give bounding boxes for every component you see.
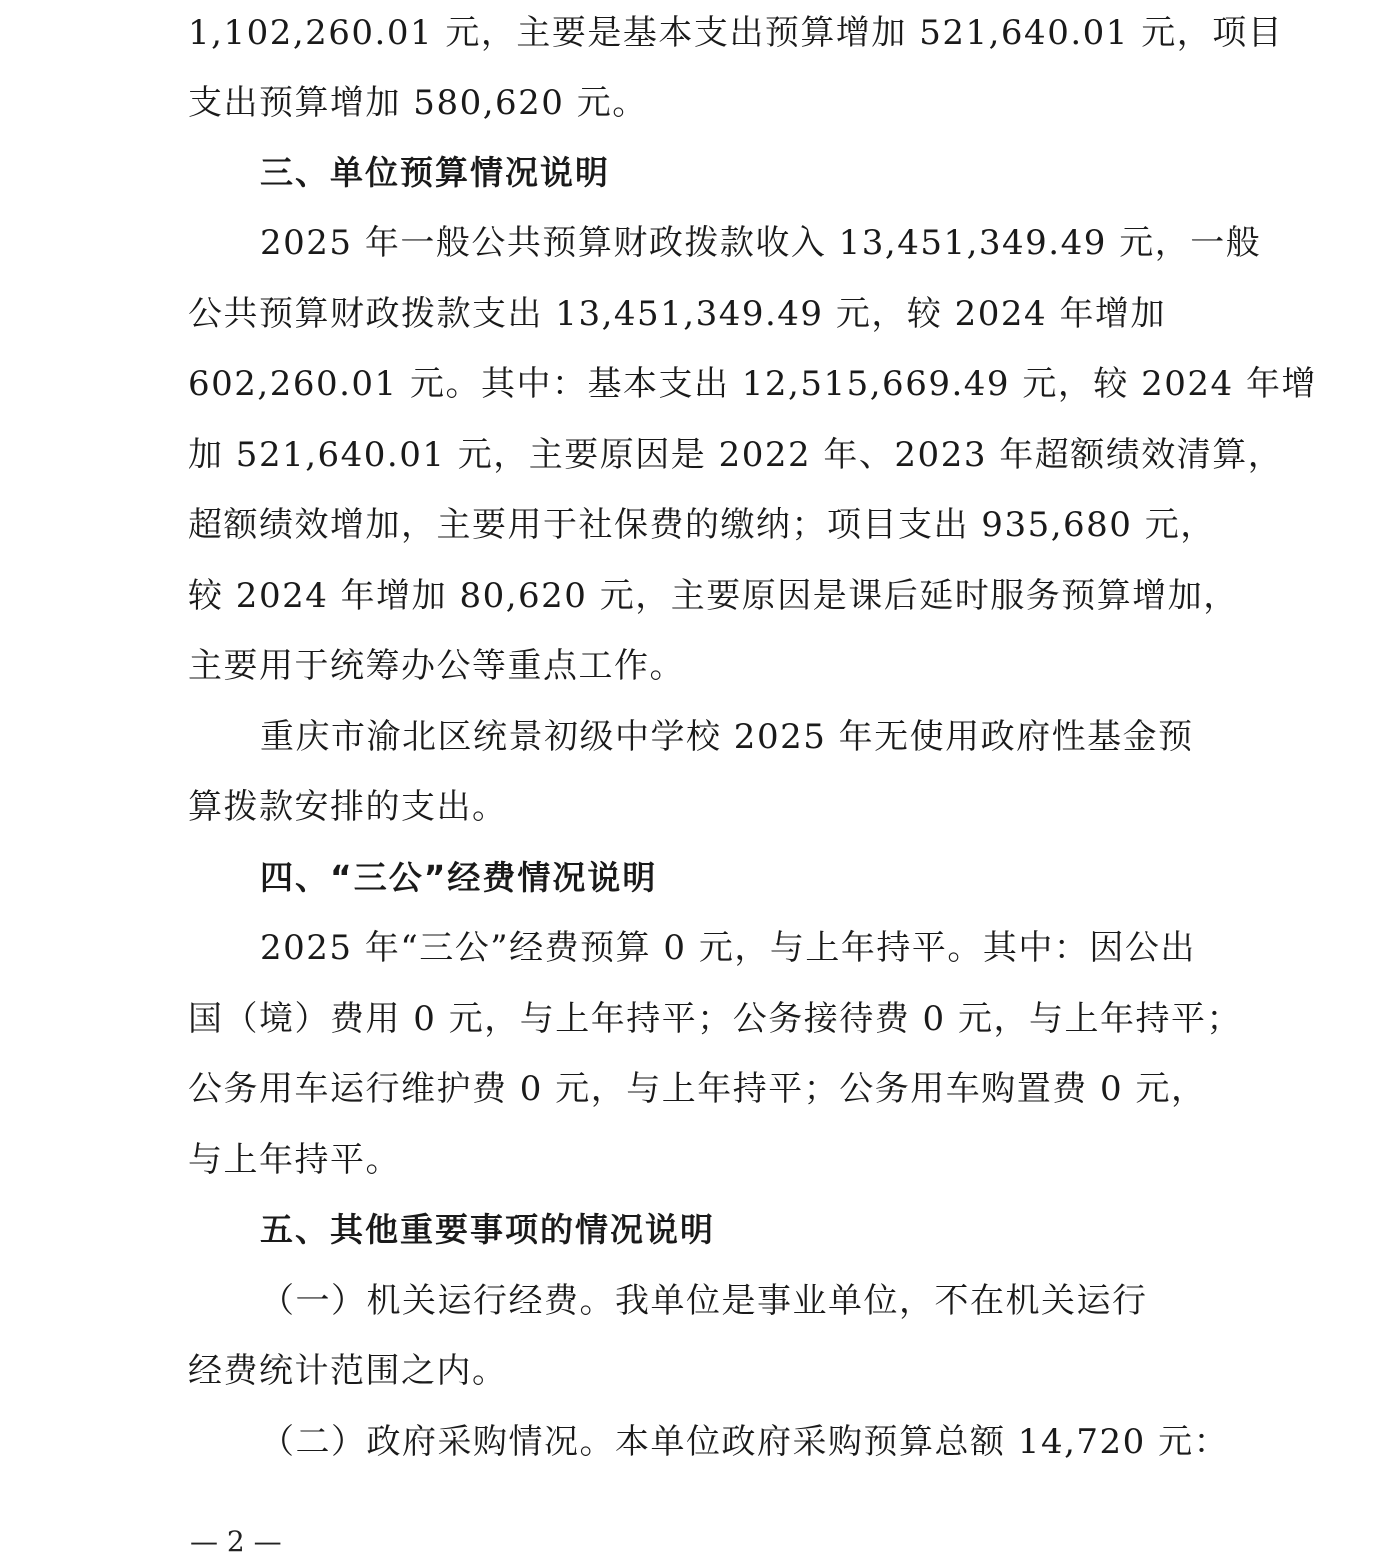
paragraph-line: 超额绩效增加，主要用于社保费的缴纳；项目支出 935,680 元， <box>188 505 1216 545</box>
section-heading: 三、单位预算情况说明 <box>260 153 610 192</box>
paragraph-line: （二）政府采购情况。本单位政府采购预算总额 14,720 元： <box>260 1422 1230 1462</box>
paragraph-line: 较 2024 年增加 80,620 元，主要原因是课后延时服务预算增加， <box>188 576 1239 616</box>
paragraph-line: 公共预算财政拨款支出 13,451,349.49 元，较 2024 年增加 <box>188 294 1166 334</box>
paragraph-line: 与上年持平。 <box>188 1140 401 1180</box>
paragraph-line: 主要用于统筹办公等重点工作。 <box>188 646 685 686</box>
paragraph-line: 经费统计范围之内。 <box>188 1351 508 1391</box>
paragraph-line: 公务用车运行维护费 0 元，与上年持平；公务用车购置费 0 元， <box>188 1069 1207 1109</box>
section-heading: 五、其他重要事项的情况说明 <box>260 1210 715 1249</box>
paragraph-line: 2025 年“三公”经费预算 0 元，与上年持平。其中：因公出 <box>260 928 1196 968</box>
paragraph-line: 算拨款安排的支出。 <box>188 787 508 827</box>
paragraph-line: 支出预算增加 580,620 元。 <box>188 83 648 123</box>
section-heading: 四、“三公”经费情况说明 <box>260 858 658 897</box>
paragraph-line: 1,102,260.01 元，主要是基本支出预算增加 521,640.01 元，项目 <box>188 13 1284 53</box>
paragraph-line: 602,260.01 元。其中：基本支出 12,515,669.49 元，较 2024 年增 <box>188 364 1317 404</box>
page-number: — 2 — <box>190 1525 282 1558</box>
paragraph-line: 国（境）费用 0 元，与上年持平；公务接待费 0 元，与上年持平； <box>188 999 1242 1039</box>
paragraph-line: 2025 年一般公共预算财政拨款收入 13,451,349.49 元，一般 <box>260 223 1262 263</box>
paragraph-line: 重庆市渝北区统景初级中学校 2025 年无使用政府性基金预 <box>260 717 1194 757</box>
paragraph-line: 加 521,640.01 元，主要原因是 2022 年、2023 年超额绩效清算， <box>188 435 1284 475</box>
paragraph-line: （一）机关运行经费。我单位是事业单位，不在机关运行 <box>260 1281 1148 1321</box>
